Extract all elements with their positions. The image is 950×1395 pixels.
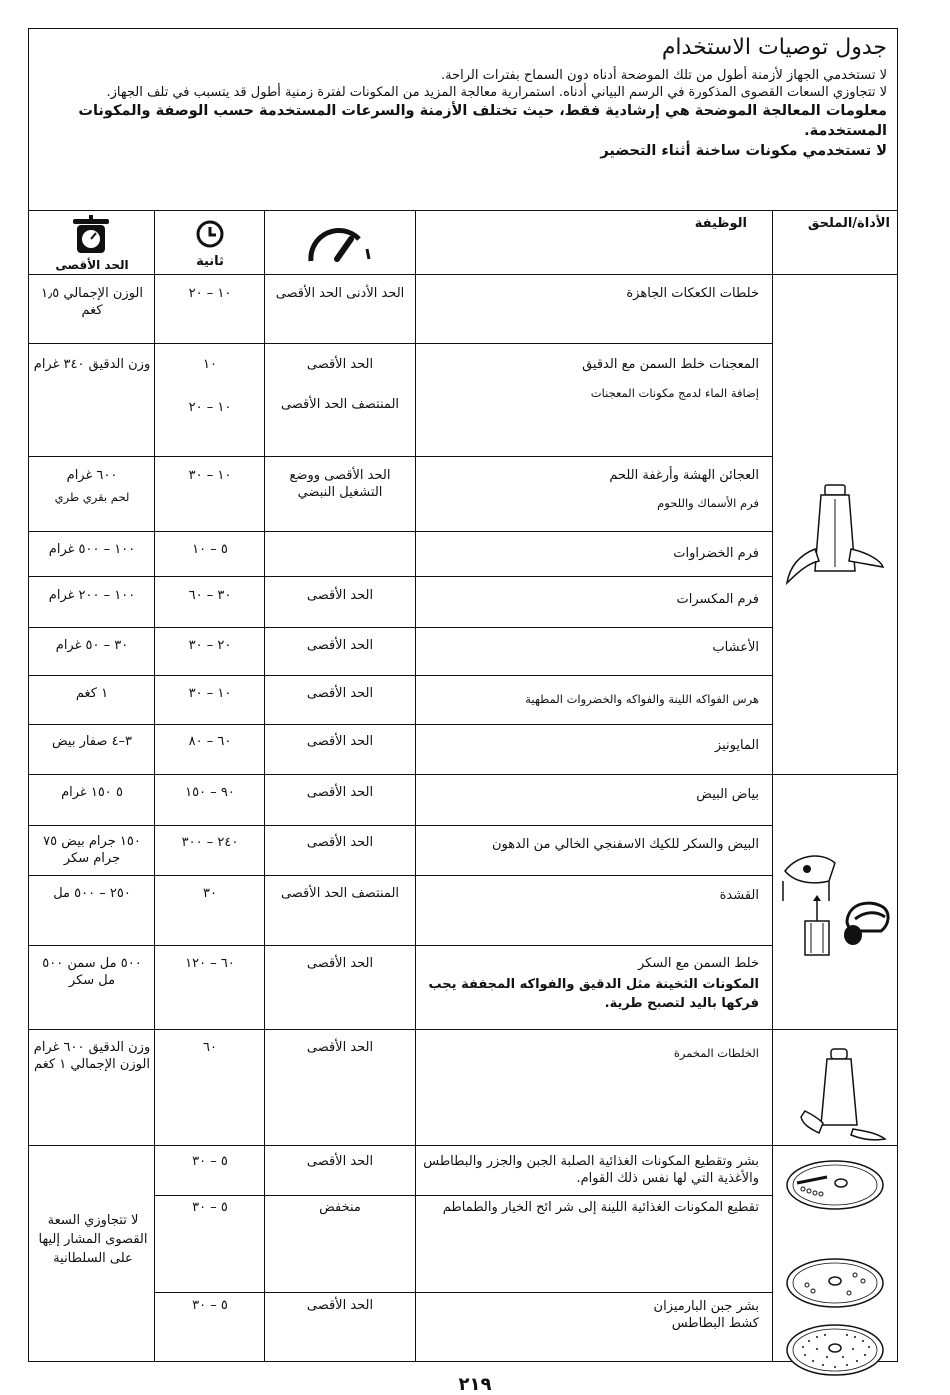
row-time: ٥ – ٣٠ — [192, 1200, 228, 1215]
row-max: وزن الدقيق ٣٤٠ غرام — [33, 357, 151, 372]
knife-blade-icon — [785, 479, 885, 589]
row-speed: الحد الأقصى — [306, 686, 374, 701]
row-divider — [29, 627, 772, 628]
row-time: ٩٠ – ١٥٠ — [185, 785, 235, 800]
row-function: فرم الخضراوات — [673, 546, 759, 561]
dough-tool-icon — [789, 1045, 889, 1145]
row-divider — [29, 875, 772, 876]
row-max: ١٠٠ – ٢٠٠ غرام — [48, 588, 136, 603]
row-speed: الحد الأقصى — [306, 734, 374, 749]
row-function-sub: كشط البطاطس — [671, 1316, 759, 1331]
row-divider — [29, 825, 772, 826]
speed-dial-icon — [307, 225, 373, 265]
row-speed-sub: المنتصف الحد الأقصى — [280, 397, 400, 412]
page-number: ٢١٩ — [458, 1374, 492, 1395]
row-time: ٢٠ – ٣٠ — [188, 638, 232, 653]
row-divider — [29, 724, 772, 725]
row-max: ٥٠٠ مل سمن ٥٠٠ مل سكر — [42, 956, 142, 988]
row-function: بياض البيض — [696, 787, 759, 802]
row-max: الوزن الإجمالي ١٫٥ كغم — [41, 286, 143, 318]
row-max: ٣–٤ صفار بيض — [51, 734, 133, 749]
row-time: ٦٠ — [203, 1040, 217, 1055]
row-function: خلط السمن مع السكر — [637, 956, 759, 971]
row-divider — [29, 1029, 897, 1030]
row-speed: الحد الأقصى ووضع التشغيل النبضي — [289, 468, 391, 500]
row-time-sub: ١٠ – ٢٠ — [188, 400, 232, 415]
header-tool: الأداة/الملحق — [807, 216, 890, 231]
row-time: ١٠ – ٣٠ — [188, 686, 232, 701]
row-function: المايونيز — [714, 738, 759, 753]
intro-section — [29, 29, 897, 211]
row-time: ٦٠ – ١٢٠ — [185, 956, 235, 971]
row-function: العجائن الهشة وأرغفة اللحم — [609, 468, 759, 483]
fine-grating-disc-icon — [783, 1321, 887, 1379]
intro-line-3: معلومات المعالجة الموضحة هي إرشادية فقط، حيث تختلف الأزمنة والسرعات المستخدمة حسب الوصفة والمكونات المستخدمة. — [78, 103, 887, 139]
row-max-sub: لحم بقري طري — [54, 490, 130, 504]
row-time: ٣٠ – ٦٠ — [188, 588, 232, 603]
row-divider — [29, 274, 897, 275]
row-function: القشدة — [719, 888, 759, 903]
row-max: ١٠٠ – ٥٠٠ غرام — [48, 542, 136, 557]
row-divider — [29, 456, 772, 457]
row-speed: الحد الأدنى الحد الأقصى — [275, 286, 405, 301]
col-divider — [154, 211, 155, 1361]
whisk-icon — [777, 841, 895, 961]
row-time: ٦٠ – ٨٠ — [188, 734, 232, 749]
recommendations-table — [28, 28, 898, 1362]
row-max: ٢٥٠ – ٥٠٠ مل — [53, 886, 131, 901]
row-speed: الحد الأقصى — [306, 1154, 374, 1169]
intro-line-2: لا تتجاوزي السعات القصوى المذكورة في الرسم البياني أدناه. استمرارية معالجة المزيد من المكونات لفترة زمنية أطول قد يتسبب في تلف الجهاز. — [106, 85, 887, 100]
row-max: وزن الدقيق ٦٠٠ غرام الوزن الإجمالي ١ كغم — [33, 1040, 151, 1072]
row-max: ٦٠٠ غرام — [66, 468, 118, 483]
row-function: فرم المكسرات — [676, 592, 759, 607]
row-function: الخلطات المخمرة — [673, 1046, 759, 1060]
row-divider — [29, 945, 772, 946]
row-time: ٢٤٠ – ٣٠٠ — [181, 835, 239, 850]
row-function: خلطات الكعكات الجاهزة — [626, 286, 759, 301]
col-divider — [772, 211, 773, 1361]
col-divider — [415, 211, 416, 1361]
row-time: ٣٠ — [203, 886, 217, 901]
scale-icon — [69, 215, 113, 255]
row-time: ١٠ — [203, 357, 217, 372]
row-function: البيض والسكر للكيك الاسفنجي الخالي من الدهون — [491, 837, 759, 852]
row-speed: الحد الأقصى — [306, 357, 374, 372]
row-max: ١ كغم — [75, 686, 109, 701]
row-speed: الحد الأقصى — [306, 1298, 374, 1313]
clock-icon — [195, 219, 225, 249]
row-time: ٥ – ٣٠ — [192, 1154, 228, 1169]
row-divider — [29, 774, 897, 775]
header-max: الحد الأقصى — [55, 258, 129, 272]
row-function: المعجنات خلط السمن مع الدقيق — [582, 357, 759, 372]
row-time: ٥ – ٣٠ — [192, 1298, 228, 1313]
row-speed: الحد الأقصى — [306, 956, 374, 971]
row-max: ٣٠ – ٥٠ غرام — [55, 638, 129, 653]
row-function: الأعشاب — [712, 640, 759, 655]
row-max: ١٥٠ جرام بيض ٧٥ جرام سكر — [43, 834, 141, 866]
col-divider — [264, 211, 265, 1361]
row-speed: منخفض — [319, 1200, 361, 1215]
header-function: الوظيفة — [694, 216, 747, 231]
row-function: بشر وتقطيع المكونات الغذائية الصلبة الجبن والجزر والبطاطس والأغذية التي لها نفس ذلك القوام. — [423, 1154, 759, 1186]
row-speed: الحد الأقصى — [306, 785, 374, 800]
row-function-sub: فرم الأسماك واللحوم — [657, 496, 759, 510]
intro-line-1: لا تستخدمي الجهاز لأزمنة أطول من تلك الموضحة أدناه دون السماح بفترات الراحة. — [440, 68, 887, 83]
intro-line-4: لا تستخدمي مكونات ساخنة أثناء التحضير — [600, 143, 887, 159]
row-divider — [29, 675, 772, 676]
row-divider — [29, 343, 772, 344]
row-time: ١٠ – ٢٠ — [188, 286, 232, 301]
row-speed: الحد الأقصى — [306, 638, 374, 653]
row-time: ٥ – ١٠ — [192, 542, 228, 557]
row-divider — [29, 1145, 897, 1146]
disc-capacity-note: لا تتجاوزي السعة القصوى المشار إليها على السلطانية — [38, 1213, 148, 1266]
slicing-disc-icon — [783, 1157, 887, 1213]
row-max: ٥ ١٥٠ غرام — [61, 785, 123, 800]
row-divider — [29, 531, 772, 532]
header-seconds: ثانية — [196, 254, 224, 269]
row-speed: المنتصف الحد الأقصى — [280, 886, 400, 901]
row-speed: الحد الأقصى — [306, 588, 374, 603]
row-divider — [155, 1195, 772, 1196]
row-divider — [155, 1292, 772, 1293]
row-function: تقطيع المكونات الغذائية اللينة إلى شر ائح الخيار والطماطم — [442, 1200, 759, 1215]
row-function-note: المكونات الثخينة مثل الدقيق والفواكه المجففة يجب فركها باليد لتصبح طرية. — [428, 977, 759, 1011]
table-grid — [29, 211, 897, 1361]
row-function: بشر جبن البارميزان — [653, 1299, 759, 1314]
grating-disc-icon — [783, 1255, 887, 1311]
row-function-sub: إضافة الماء لدمج مكونات المعجنات — [590, 386, 759, 400]
row-time: ١٠ – ٣٠ — [188, 468, 232, 483]
row-divider — [29, 576, 772, 577]
row-function: هرس الفواكه اللينة والفواكه والخضروات المطهية — [525, 692, 759, 706]
page-title: جدول توصيات الاستخدام — [661, 35, 887, 60]
row-speed: الحد الأقصى — [306, 835, 374, 850]
row-speed: الحد الأقصى — [306, 1040, 374, 1055]
